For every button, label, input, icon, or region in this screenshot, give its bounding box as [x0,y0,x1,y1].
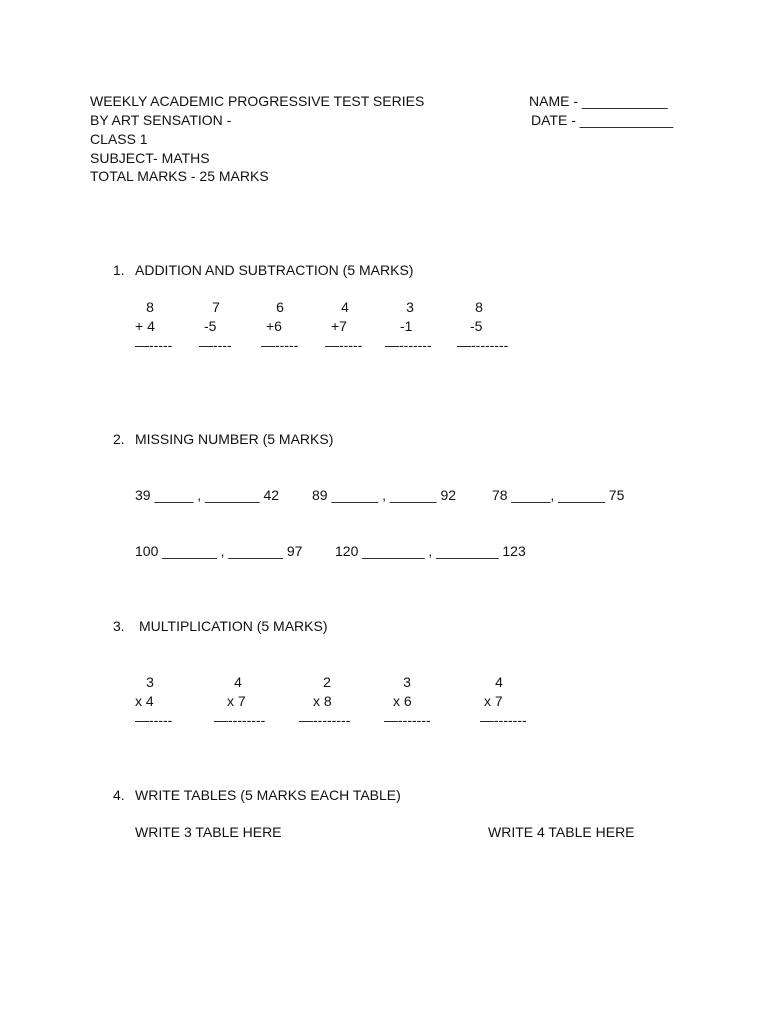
mult-1-bottom: x 4 [135,693,154,709]
header-total-marks: TOTAL MARKS - 25 MARKS [90,168,269,184]
problem-3-top: 6 [276,299,284,315]
name-field[interactable]: NAME - ___________ [529,93,668,109]
problem-1-top: 8 [146,299,154,315]
problem-1-answer-line[interactable]: —----- [135,337,173,353]
mult-2-bottom: x 7 [227,693,246,709]
missing-number-item-4[interactable]: 100 _______ , _______ 97 [135,543,303,559]
mult-4-top: 3 [403,674,411,690]
problem-6-bottom: -5 [470,318,483,334]
problem-2-top: 7 [212,299,220,315]
mult-3-bottom: x 8 [313,693,332,709]
date-field[interactable]: DATE - ____________ [531,112,674,128]
mult-2-answer-line[interactable]: —-------- [214,712,266,728]
problem-5-answer-line[interactable]: —------- [385,337,432,353]
header-author: BY ART SENSATION - [90,112,232,128]
mult-2-top: 4 [234,674,242,690]
problem-6-top: 8 [475,299,483,315]
problem-5-top: 3 [406,299,414,315]
header-subject: SUBJECT- MATHS [90,150,210,166]
problem-4-answer-line[interactable]: —----- [325,337,363,353]
header-title: WEEKLY ACADEMIC PROGRESSIVE TEST SERIES [90,93,425,109]
mult-3-answer-line[interactable]: —-------- [299,712,351,728]
missing-number-item-1[interactable]: 39 _____ , _______ 42 [135,487,280,503]
mult-4-answer-line[interactable]: —------- [384,712,431,728]
mult-3-top: 2 [323,674,331,690]
problem-1-bottom: + 4 [135,318,155,334]
mult-1-answer-line[interactable]: —----- [135,712,173,728]
problem-6-answer-line[interactable]: —-------- [457,337,509,353]
problem-3-bottom: +6 [266,318,282,334]
problem-2-answer-line[interactable]: —---- [199,337,232,353]
section-1-title: ADDITION AND SUBTRACTION (5 MARKS) [135,262,414,278]
missing-number-item-5[interactable]: 120 ________ , ________ 123 [335,543,526,559]
write-3-table-prompt: WRITE 3 TABLE HERE [135,824,282,840]
problem-3-answer-line[interactable]: —----- [261,337,299,353]
section-3-number: 3. [113,618,125,634]
mult-5-answer-line[interactable]: —------- [480,712,527,728]
mult-4-bottom: x 6 [393,693,412,709]
write-4-table-prompt: WRITE 4 TABLE HERE [488,824,635,840]
section-4-number: 4. [113,787,125,803]
section-2-title: MISSING NUMBER (5 MARKS) [135,431,334,447]
problem-5-bottom: -1 [400,318,413,334]
mult-1-top: 3 [146,674,154,690]
section-3-title: MULTIPLICATION (5 MARKS) [139,618,328,634]
mult-5-top: 4 [495,674,503,690]
problem-2-bottom: -5 [204,318,217,334]
header-class: CLASS 1 [90,131,148,147]
problem-4-top: 4 [341,299,349,315]
section-1-number: 1. [113,262,125,278]
section-4-title: WRITE TABLES (5 MARKS EACH TABLE) [135,787,401,803]
mult-5-bottom: x 7 [484,693,503,709]
section-2-number: 2. [113,431,125,447]
missing-number-item-3[interactable]: 78 _____, ______ 75 [492,487,625,503]
missing-number-item-2[interactable]: 89 ______ , ______ 92 [312,487,457,503]
problem-4-bottom: +7 [331,318,347,334]
